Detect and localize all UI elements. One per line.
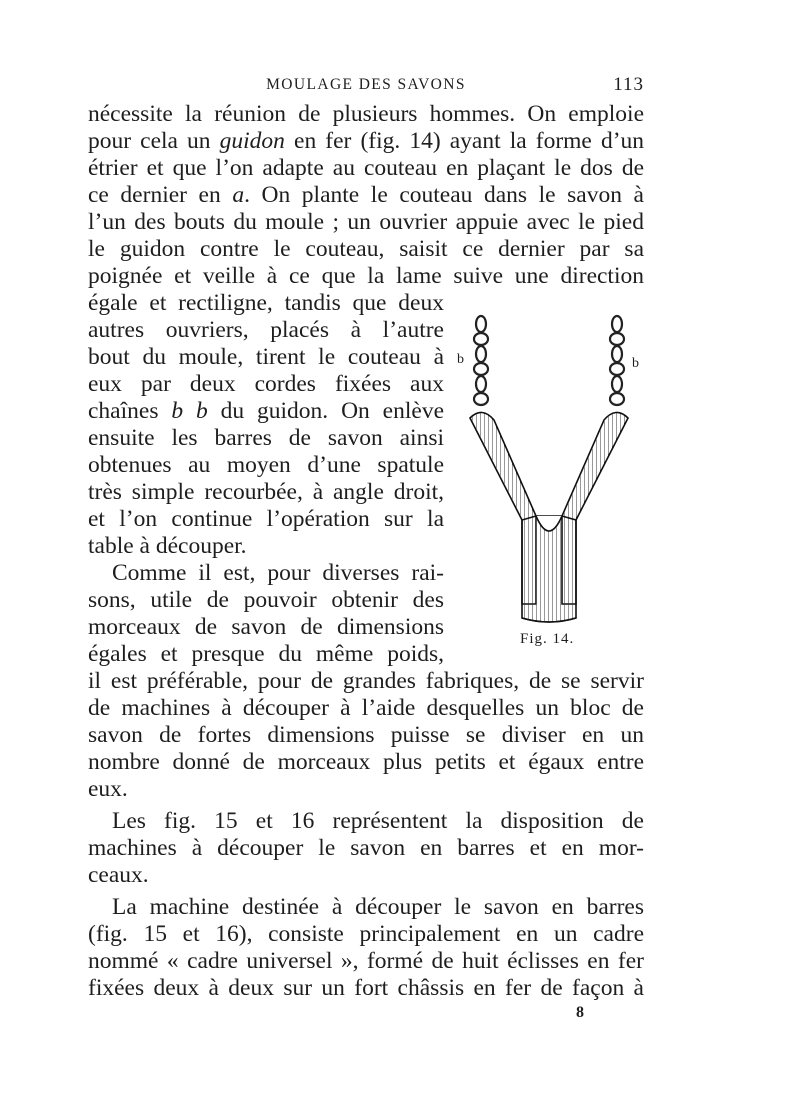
text-line-5: l’un des bouts du moule ; un ouvrier appuie avec le pied	[88, 209, 644, 235]
term-a: a	[232, 182, 245, 208]
signature-mark: 8	[576, 1004, 584, 1021]
guidon-illustration	[452, 306, 648, 650]
guidon-body	[470, 412, 628, 622]
text-line-16: et l’on continue l’opération sur la	[88, 506, 444, 532]
left-chain	[474, 316, 488, 405]
text-line-29: ceaux.	[88, 862, 149, 888]
text-line-27: Les fig. 15 et 16 représentent la disposition de	[112, 808, 644, 834]
running-header	[88, 74, 644, 96]
text-line-21: égales et presque du même poids,	[88, 641, 444, 667]
text-line-33: fixées deux à deux sur un fort châssis en fer de façon à	[88, 975, 644, 1001]
figure-14-guidon	[452, 306, 648, 650]
text-line-30: La machine destinée à découper le savon en barres	[112, 894, 644, 920]
running-title: MOULAGE DES SAVONS	[266, 76, 466, 93]
text-line-1: nécessite la réunion de plusieurs hommes. On emploie	[88, 101, 644, 127]
text-line-25: nombre donné de morceaux plus petits et égaux entre	[88, 749, 644, 775]
page-number: 113	[613, 74, 644, 95]
text-line-3: étrier et que l’on adapte au couteau en plaçant le dos de	[88, 155, 644, 181]
text-line-19: sons, utile de pouvoir obtenir des	[88, 587, 444, 613]
text-line-10: bout du moule, tirent le couteau à	[88, 344, 444, 370]
text-line-13: ensuite les barres de savon ainsi	[88, 425, 444, 451]
text-line-32: nommé « cadre universel », formé de huit éclisses en fer	[88, 948, 644, 974]
label-b-left: b	[457, 352, 464, 367]
text-line-18: Comme il est, pour diverses rai-	[112, 560, 444, 586]
term-guidon: guidon	[219, 128, 285, 154]
text-line-17: table à découper.	[88, 533, 247, 559]
text-line-28: machines à découper le savon en barres et en mor-	[88, 835, 644, 861]
text-line-2: pour cela un guidon en fer (fig. 14) ayant la forme d’un	[88, 128, 644, 154]
text-line-31: (fig. 15 et 16), consiste principalement en un cadre	[88, 921, 644, 947]
right-chain	[610, 316, 624, 405]
text-line-12: chaînes b b du guidon. On enlève	[88, 398, 444, 424]
text-line-20: morceaux de savon de dimensions	[88, 614, 444, 640]
label-b-right: b	[632, 356, 639, 371]
figure-caption: Fig. 14.	[520, 631, 575, 647]
text-line-9: autres ouvriers, placés à l’autre	[88, 317, 444, 343]
text-line-4: ce dernier en a. On plante le couteau dans le savon à	[88, 182, 644, 208]
text-line-26: eux.	[88, 776, 128, 802]
text-line-7: poignée et veille à ce que la lame suive une direction	[88, 263, 644, 289]
text-line-23: de machines à découper à l’aide desquelles un bloc de	[88, 695, 644, 721]
text-line-24: savon de fortes dimensions puisse se diviser en un	[88, 722, 644, 748]
text-line-15: très simple recourbée, à angle droit,	[88, 479, 444, 505]
text-line-6: le guidon contre le couteau, saisit ce dernier par sa	[88, 236, 644, 262]
text-line-11: eux par deux cordes fixées aux	[88, 371, 444, 397]
text-line-22: il est préférable, pour de grandes fabriques, de se servir	[88, 668, 644, 694]
text-line-8: égale et rectiligne, tandis que deux	[88, 290, 444, 316]
text-line-14: obtenues au moyen d’une spatule	[88, 452, 444, 478]
term-b-b: b b	[171, 398, 208, 424]
